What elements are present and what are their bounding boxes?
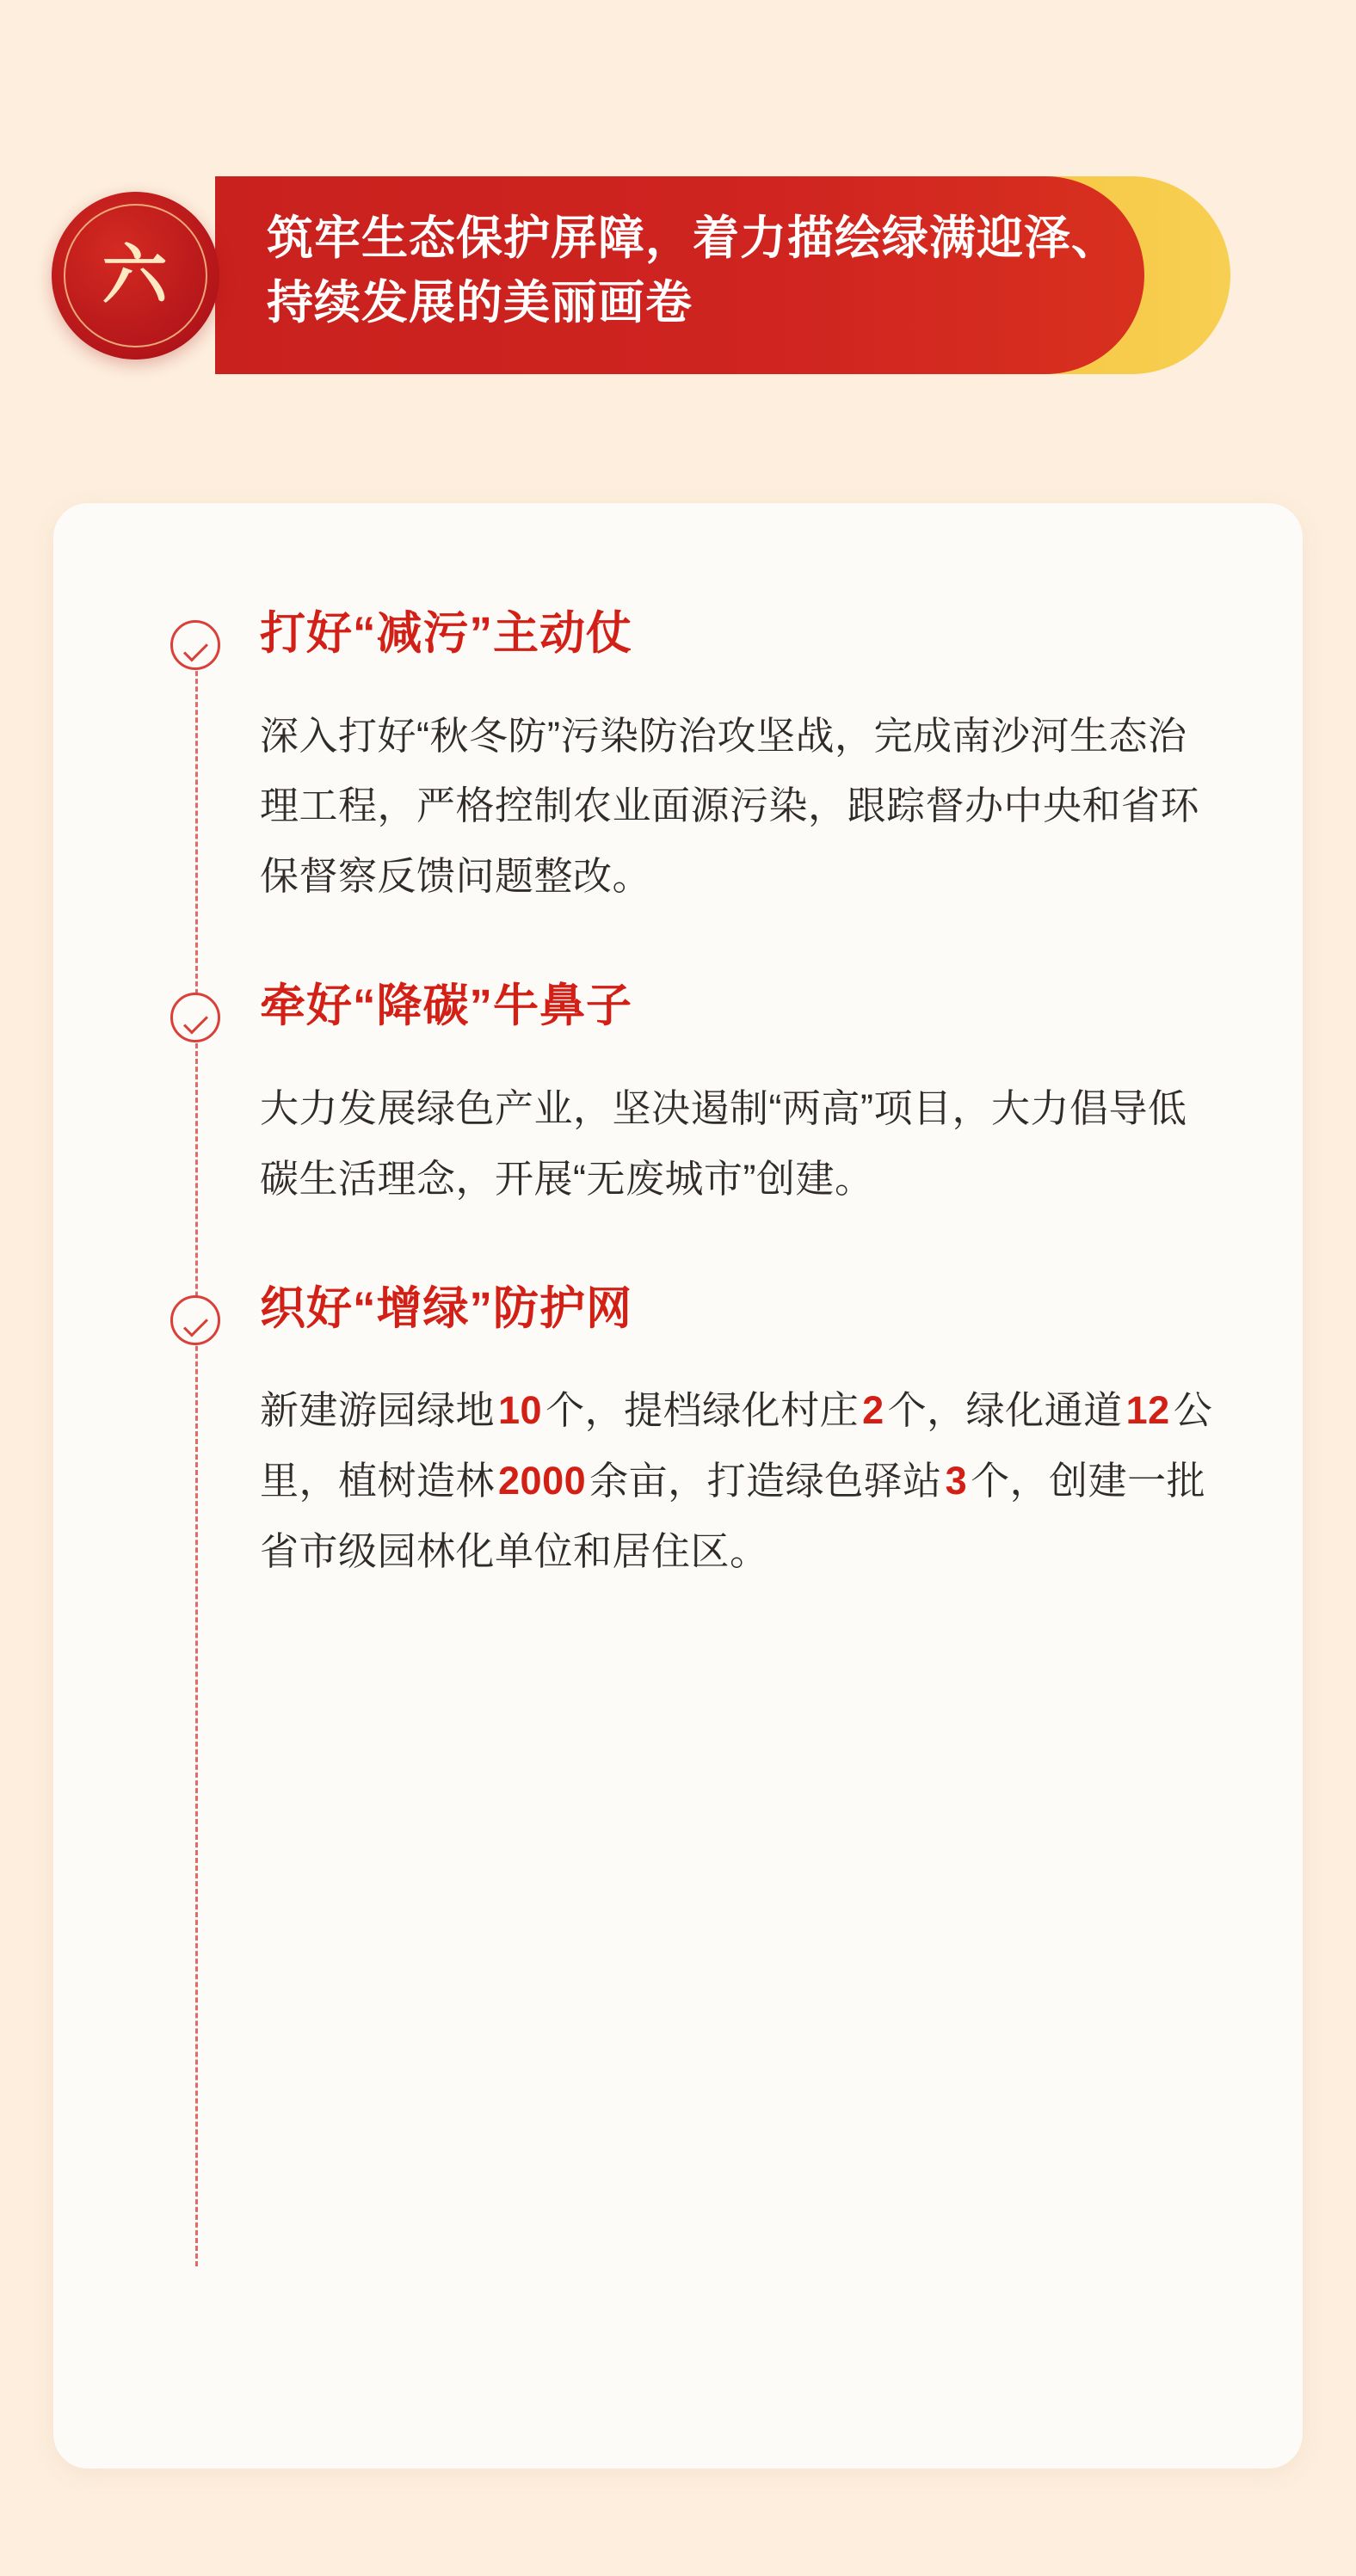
section-title: 牵好“降碳”牛鼻子 [260, 981, 632, 1032]
section-header-banner [0, 176, 1230, 374]
highlight-number: 3 [945, 1459, 968, 1503]
section-number-text: 六 [102, 238, 170, 312]
highlight-number: 10 [498, 1388, 543, 1433]
body-text-run: 个，创建一批省市级园林化单位和居住区。 [260, 1459, 1206, 1574]
body-text-run: 个，提档绿化村庄 [545, 1388, 860, 1433]
content-section [53, 1282, 1303, 1587]
section-title: 织好“增绿”防护网 [260, 1282, 632, 1334]
section-body [260, 701, 1221, 913]
body-text-run: 新建游园绿地 [260, 1388, 496, 1433]
content-section [53, 979, 1303, 1214]
highlight-number: 2000 [498, 1459, 587, 1503]
section-title: 打好“减污”主动仗 [260, 608, 632, 659]
check-circle-icon [170, 993, 220, 1042]
check-circle-icon [170, 620, 220, 670]
body-text-run: 公里，植树造林 [260, 1388, 1213, 1503]
badge-ring-decoration [64, 204, 207, 347]
section-number-badge [52, 192, 219, 360]
highlight-number: 2 [862, 1388, 884, 1433]
body-text-run: 大力发展绿色产业，坚决遏制“两高”项目，大力倡导低碳生活理念，开展“无废城市”创建。 [260, 1085, 1187, 1201]
check-circle-icon [170, 1295, 220, 1345]
content-card [53, 503, 1303, 2468]
body-text-run: 个，绿化通道 [887, 1388, 1123, 1433]
highlight-number: 12 [1125, 1388, 1170, 1433]
section-body [260, 1073, 1221, 1214]
page-title: 筑牢生态保护屏障，着力描绘绿满迎泽、持续发展的美丽画卷 [267, 212, 1119, 329]
body-text-run: 深入打好“秋冬防”污染防治攻坚战，完成南沙河生态治理工程，严格控制农业面源污染，跟踪督办中央和省环保督察反馈问题整改。 [260, 713, 1200, 899]
content-section [53, 606, 1303, 912]
section-body [260, 1375, 1221, 1587]
sections-list [53, 503, 1303, 1587]
body-text-run: 余亩，打造绿色驿站 [589, 1459, 942, 1503]
